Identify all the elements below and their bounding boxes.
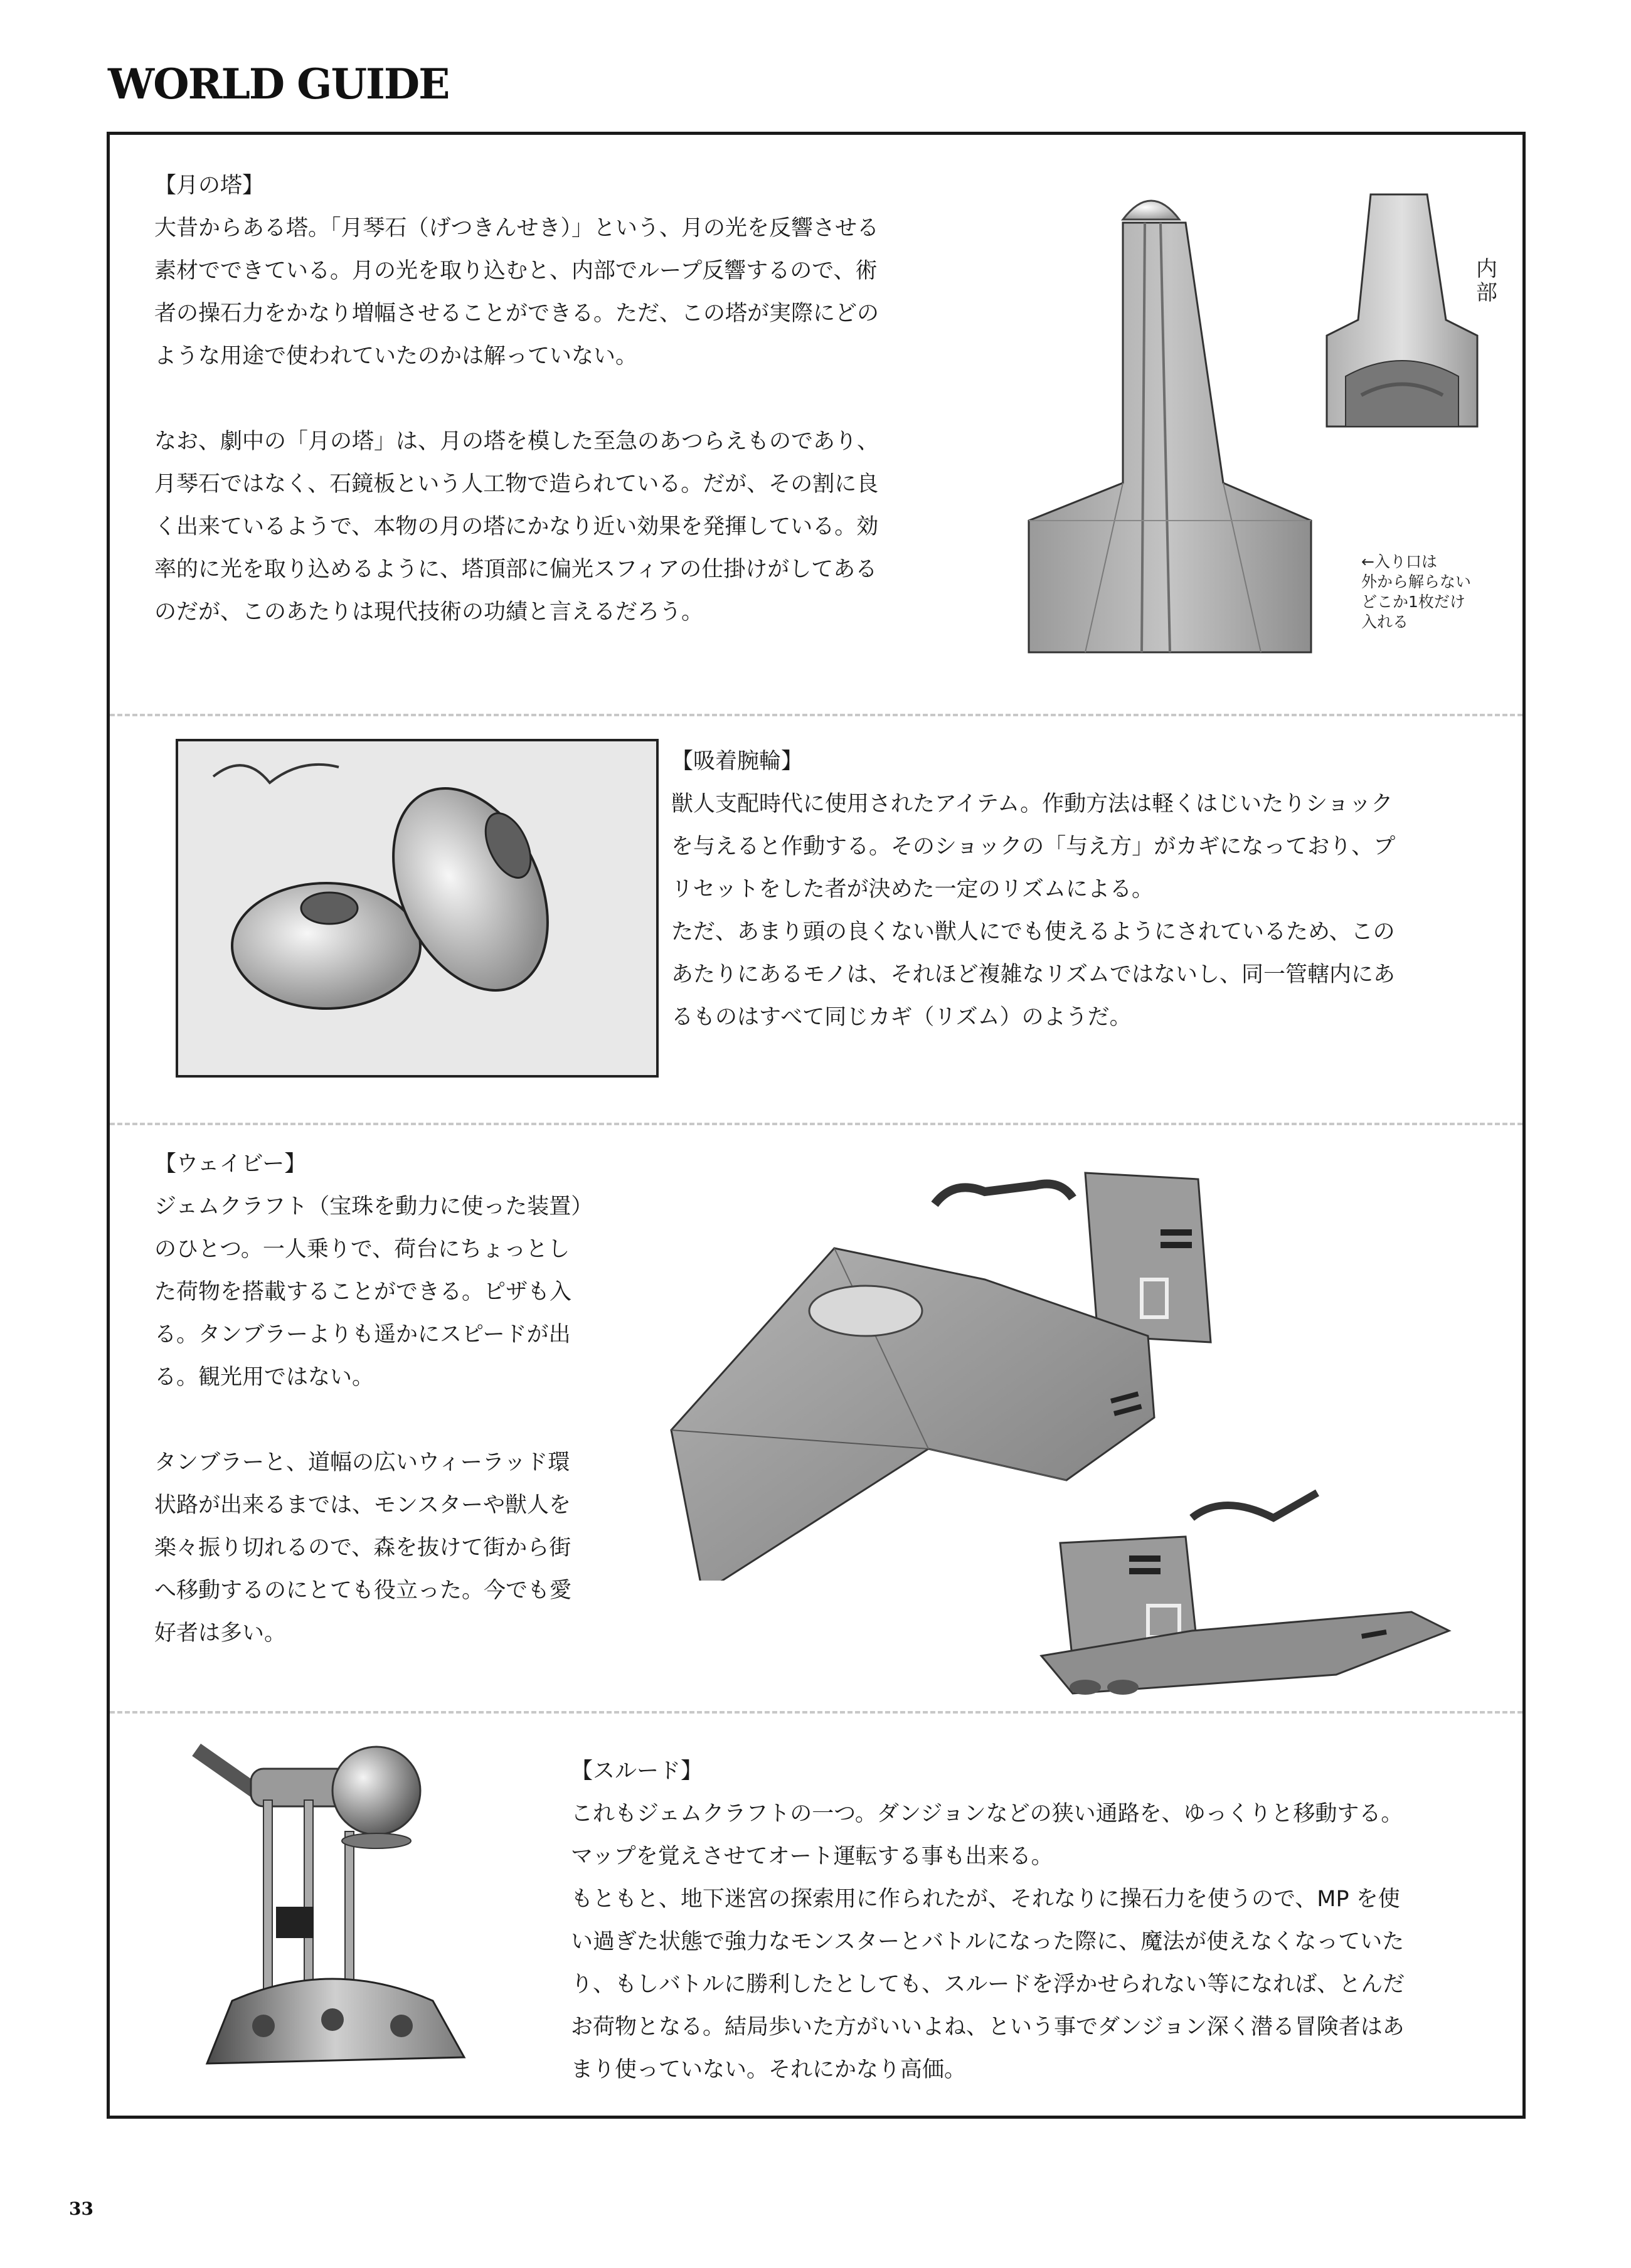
tower-section: [154, 164, 989, 633]
sled-line: い過ぎた状態で強力なモンスターとバトルになった際に、魔法が使えなくなっていた: [571, 1929, 1405, 1954]
section-divider: [110, 1711, 1522, 1714]
tower-heading: 【月の塔】: [154, 173, 265, 198]
sled-illustration: [188, 1731, 477, 2070]
entrance-note-line: ←入り口は: [1361, 553, 1437, 571]
wavy-line: 好者は多い。: [154, 1621, 287, 1646]
entrance-note: [1361, 552, 1480, 632]
wavy-line: へ移動するのにとても役立った。今でも愛: [154, 1578, 572, 1603]
wavy-small-view-illustration: [1035, 1468, 1474, 1706]
tower-line: [154, 378, 989, 420]
entrance-note-line: 入れる: [1361, 613, 1409, 631]
tower-line: く出来ているようで、本物の月の塔にかなり近い効果を発揮している。効: [154, 514, 879, 539]
interior-label: 内部: [1476, 257, 1497, 305]
sled-line: もともと、地下迷宮の探索用に作られたが、それなりに操石力を使うので、MP を使: [571, 1887, 1400, 1912]
wavy-section: [154, 1143, 631, 1655]
bracelet-line: 獣人支配時代に使用されたアイテム。作動方法は軽くはじいたりショック: [671, 792, 1393, 817]
moon-tower-illustration: [1016, 169, 1330, 671]
wavy-line: タンブラーと、道幅の広いウィーラッド環: [154, 1450, 570, 1475]
sled-line: り、もしバトルに勝利したとしても、スルードを浮かせられない等になれば、とんだ: [571, 1972, 1405, 1997]
wavy-line: ジェムクラフト（宝珠を動力に使った装置）: [154, 1194, 593, 1219]
section-divider: [110, 714, 1522, 716]
bracelet-illustration: [176, 739, 659, 1078]
tower-line: 者の操石力をかなり増幅させることができる。ただ、この塔が実際にどの: [154, 301, 879, 326]
tower-line: 大昔からある塔。「月琴石（げつきんせき）」という、月の光を反響させる: [154, 216, 879, 241]
sled-heading: 【スルード】: [571, 1759, 703, 1784]
sled-line: お荷物となる。結局歩いた方がいいよね、という事でダンジョン深く潜る冒険者はあ: [571, 2015, 1405, 2040]
tower-line: 月琴石ではなく、石鏡板という人工物で造られている。だが、その割に良: [154, 472, 879, 497]
wavy-line: [154, 1399, 631, 1441]
sled-line: まり使っていない。それにかなり高価。: [571, 2057, 967, 2082]
wavy-line: る。観光用ではない。: [154, 1365, 375, 1390]
wavy-line: のひとつ。一人乗りで、荷台にちょっとし: [154, 1237, 570, 1262]
bracelet-line: るものはすべて同じカギ（リズム）のようだ。: [671, 1005, 1132, 1030]
tower-line: なお、劇中の「月の塔」は、月の塔を模した至急のあつらえものであり、: [154, 429, 879, 454]
wavy-heading: 【ウェイビー】: [154, 1152, 307, 1177]
wavy-line: 楽々振り切れるので、森を抜けて街から街: [154, 1535, 571, 1561]
bracelet-section: [671, 740, 1506, 1039]
tower-interior-illustration: [1320, 188, 1484, 439]
sled-line: これもジェムクラフトの一つ。ダンジョンなどの狭い通路を、ゆっくりと移動する。: [571, 1801, 1403, 1826]
wavy-line: る。タンブラーよりも遥かにスピードが出: [154, 1322, 571, 1347]
section-divider: [110, 1123, 1522, 1125]
bracelet-line: リセットをした者が決めた一定のリズムによる。: [671, 877, 1154, 902]
entrance-note-line: どこか1枚だけ: [1361, 593, 1465, 611]
bracelet-line: を与えると作動する。そのショックの「与え方」がカギになっており、プ: [671, 834, 1396, 859]
tower-line: 素材でできている。月の光を取り込むと、内部でループ反響するので、術: [154, 258, 878, 284]
tower-line: ような用途で使われていたのかは解っていない。: [154, 344, 638, 369]
page-number: 33: [69, 2198, 93, 2219]
sled-section: [571, 1750, 1499, 2091]
tower-line: のだが、このあたりは現代技術の功績と言えるだろう。: [154, 600, 704, 625]
sled-line: マップを覚えさせてオート運転する事も出来る。: [571, 1844, 1053, 1869]
wavy-line: 状路が出来るまでは、モンスターや獣人を: [154, 1493, 571, 1518]
bracelet-heading: 【吸着腕輪】: [671, 749, 804, 774]
bracelet-line: ただ、あまり頭の良くない獣人にでも使えるようにされているため、この: [671, 919, 1395, 945]
tower-line: 率的に光を取り込めるように、塔頂部に偏光スフィアの仕掛けがしてある: [154, 557, 878, 582]
entrance-note-line: 外から解らない: [1361, 573, 1472, 591]
page-title: WORLD GUIDE: [108, 60, 449, 109]
wavy-line: た荷物を搭載することができる。ピザも入: [154, 1280, 572, 1305]
bracelet-line: あたりにあるモノは、それほど複雑なリズムではないし、同一管轄内にあ: [671, 962, 1395, 987]
